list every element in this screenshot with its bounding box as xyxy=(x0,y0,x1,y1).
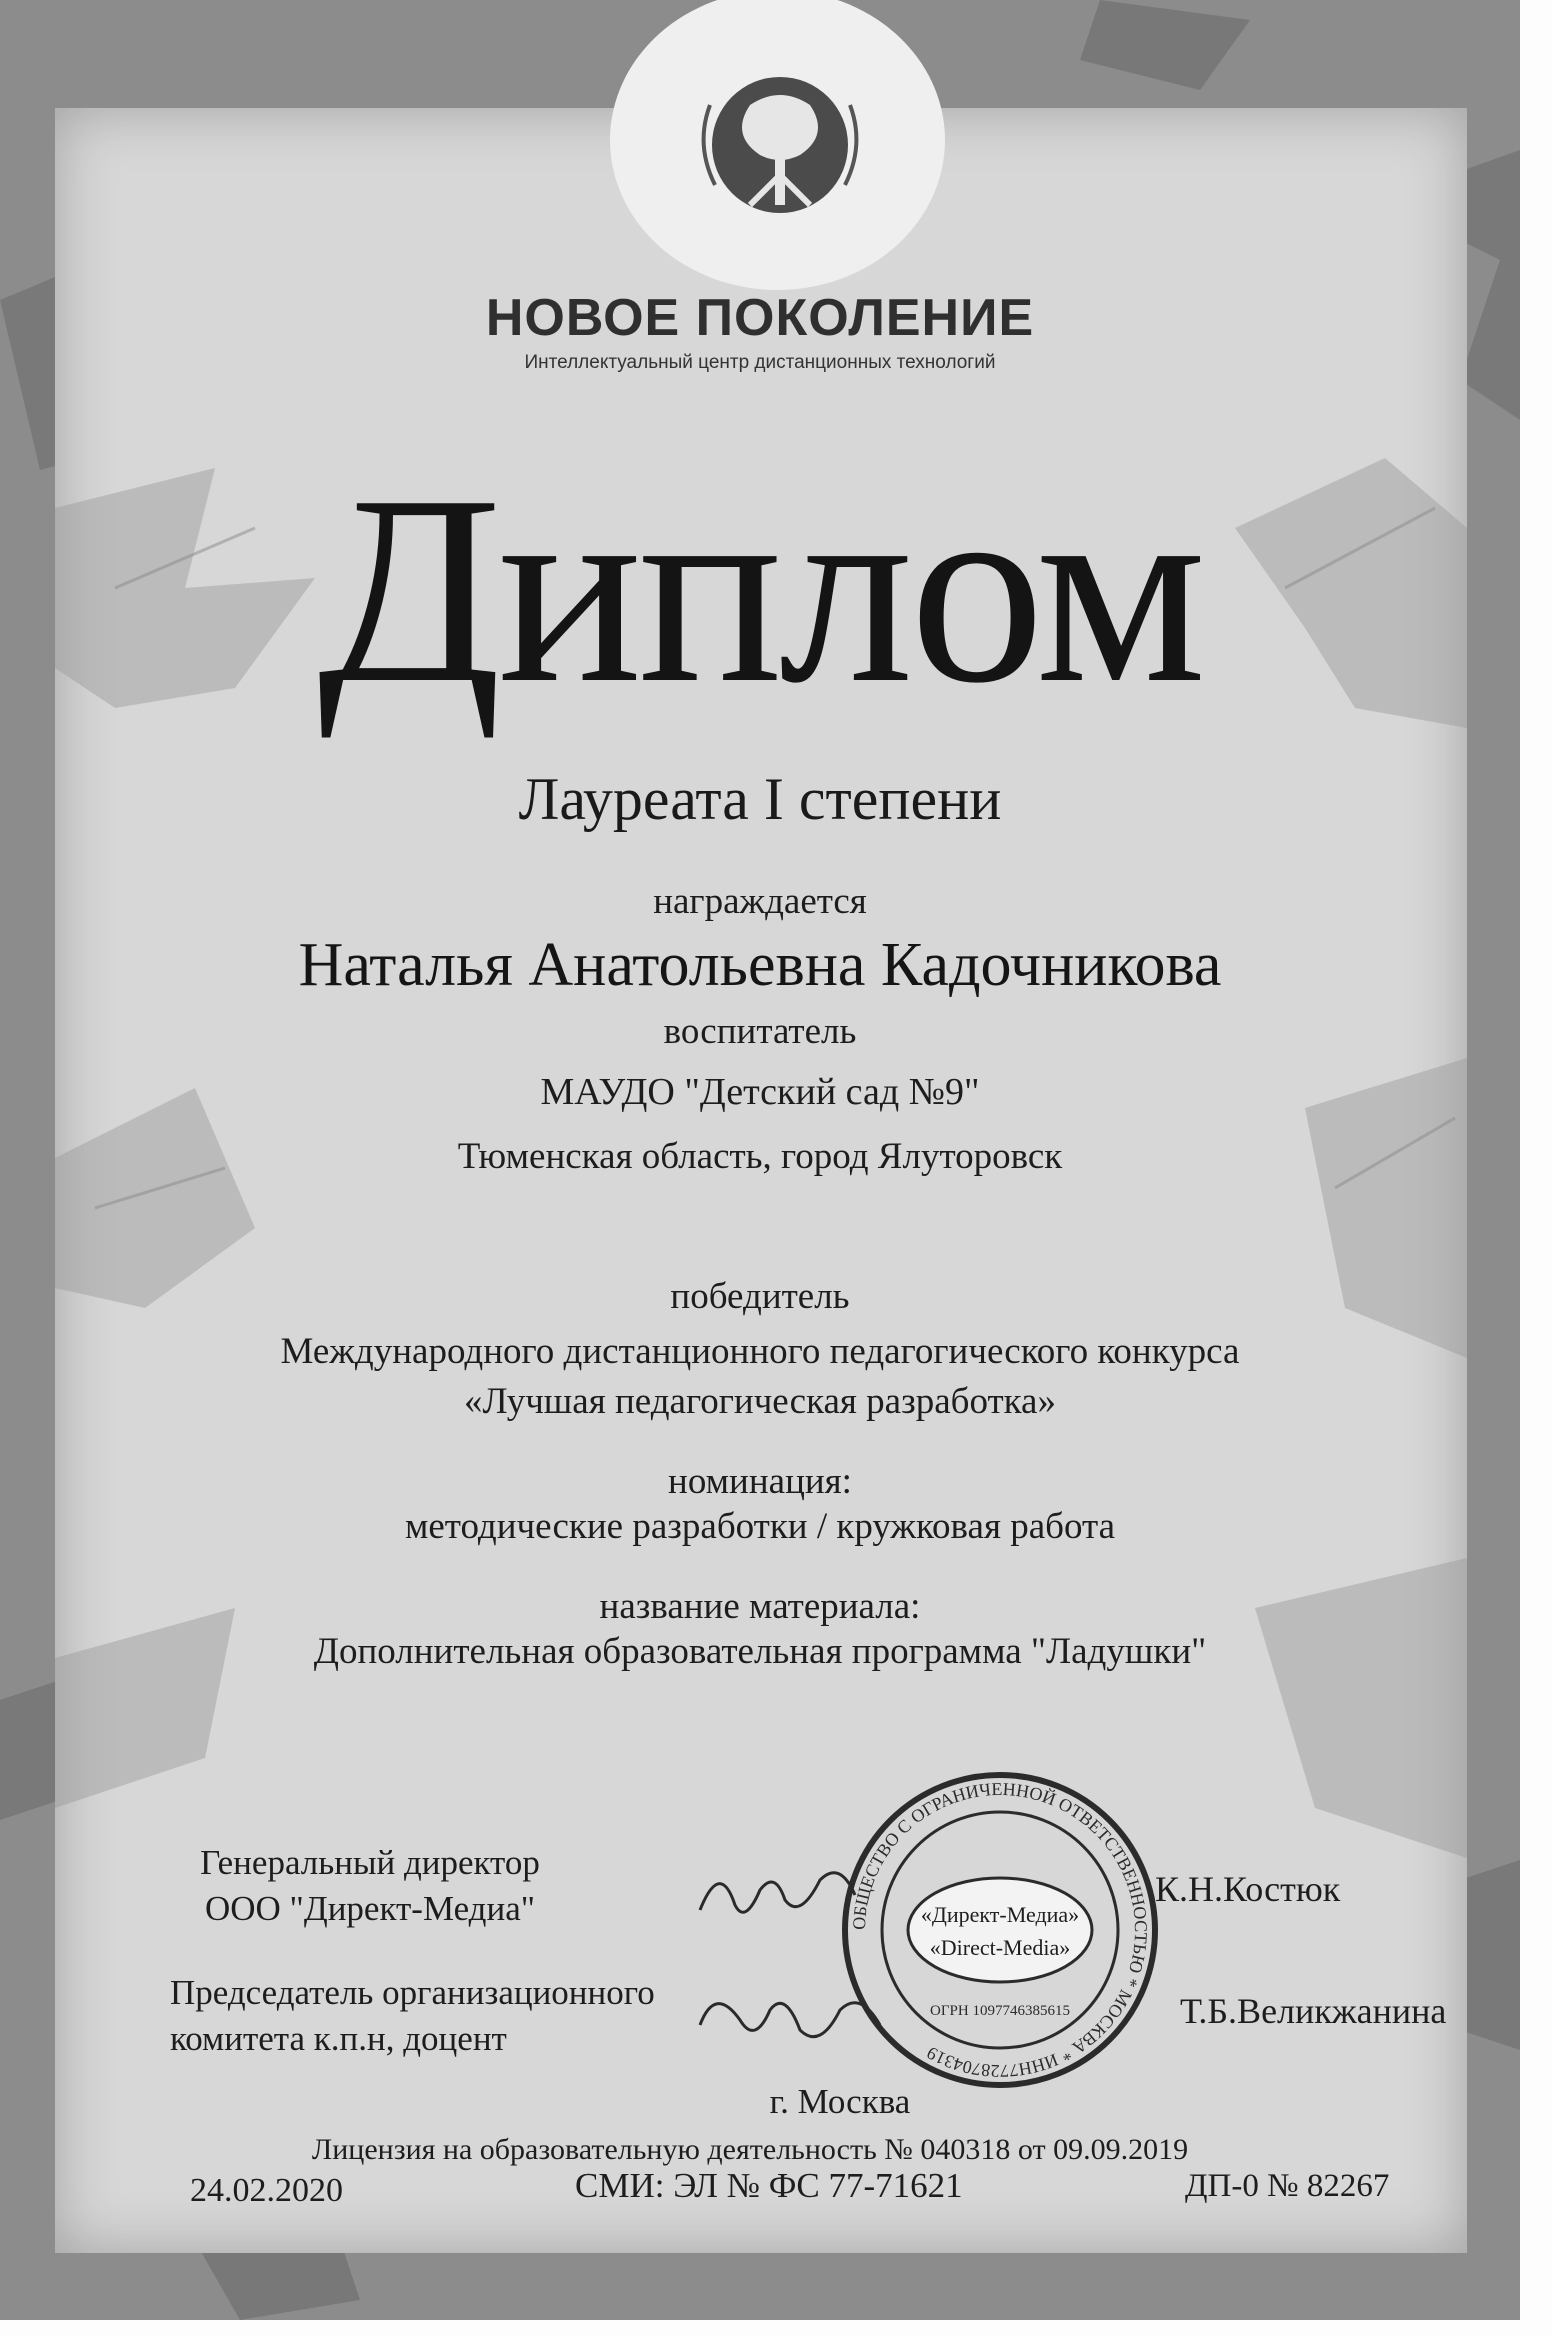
chair-name: Т.Б.Великжанина xyxy=(1180,1991,1447,2031)
seal-outer-text: ОБЩЕСТВО С ОГРАНИЧЕННОЙ ОТВЕТСТВЕННОСТЬЮ * МОСКВА * ИНН7728704319 xyxy=(848,1778,1152,2082)
material-label: название материала: xyxy=(599,1586,921,1627)
recipient-position: воспитатель xyxy=(663,1011,857,1052)
recipient-region: Тюменская область, город Ялуторовск xyxy=(457,1136,1063,1177)
brand-name: НОВОЕ ПОКОЛЕНИЕ xyxy=(485,289,1035,347)
seal-ogrn: ОГРН 1097746385615 xyxy=(930,2003,1070,2019)
chair-title xyxy=(170,1970,730,2062)
recipient-name: Наталья Анатольевна Кадочникова xyxy=(298,931,1222,999)
director-name: К.Н.Костюк xyxy=(1155,1869,1341,1909)
document-title: Диплом xyxy=(317,440,1203,739)
brand-subtitle: Интеллектуальный центр дистанционных технологий xyxy=(524,352,996,373)
issue-date: 24.02.2020 xyxy=(190,2172,343,2209)
recipient-organization: МАУДО "Детский сад №9" xyxy=(540,1071,980,1113)
director-title xyxy=(170,1840,570,1932)
awarded-label: награждается xyxy=(653,881,867,922)
director-title-line-1: Генеральный директор xyxy=(200,1843,540,1882)
smi-registration: СМИ: ЭЛ № ФС 77-71621 xyxy=(575,2166,963,2205)
document-number: ДП-0 № 82267 xyxy=(1185,2168,1390,2204)
license: Лицензия на образовательную деятельность № 040318 от 09.09.2019 xyxy=(311,2133,1189,2166)
chair-title-line-2: комитета к.п.н, доцент xyxy=(170,2019,507,2058)
company-seal xyxy=(840,1770,1160,2090)
tree-logo-icon xyxy=(690,65,870,235)
nomination-label: номинация: xyxy=(668,1461,852,1502)
seal-center-line-2: «Direct-Media» xyxy=(929,1935,1071,1960)
director-title-line-2: ООО "Директ-Медиа" xyxy=(204,1889,536,1928)
contest-line-1: Международного дистанционного педагогического конкурса xyxy=(280,1331,1240,1372)
material-value: Дополнительная образовательная программа "Ладушки" xyxy=(313,1631,1207,1672)
contest-line-2: «Лучшая педагогическая разработка» xyxy=(464,1381,1056,1422)
winner-label: победитель xyxy=(670,1276,850,1317)
city: г. Москва xyxy=(769,2082,911,2121)
nomination-value: методические разработки / кружковая работа xyxy=(404,1506,1116,1547)
degree: Лауреата I степени xyxy=(518,766,1002,832)
seal-center-line-1: «Директ-Медиа» xyxy=(920,1902,1080,1927)
chair-title-line-1: Председатель организационного xyxy=(170,1973,655,2012)
